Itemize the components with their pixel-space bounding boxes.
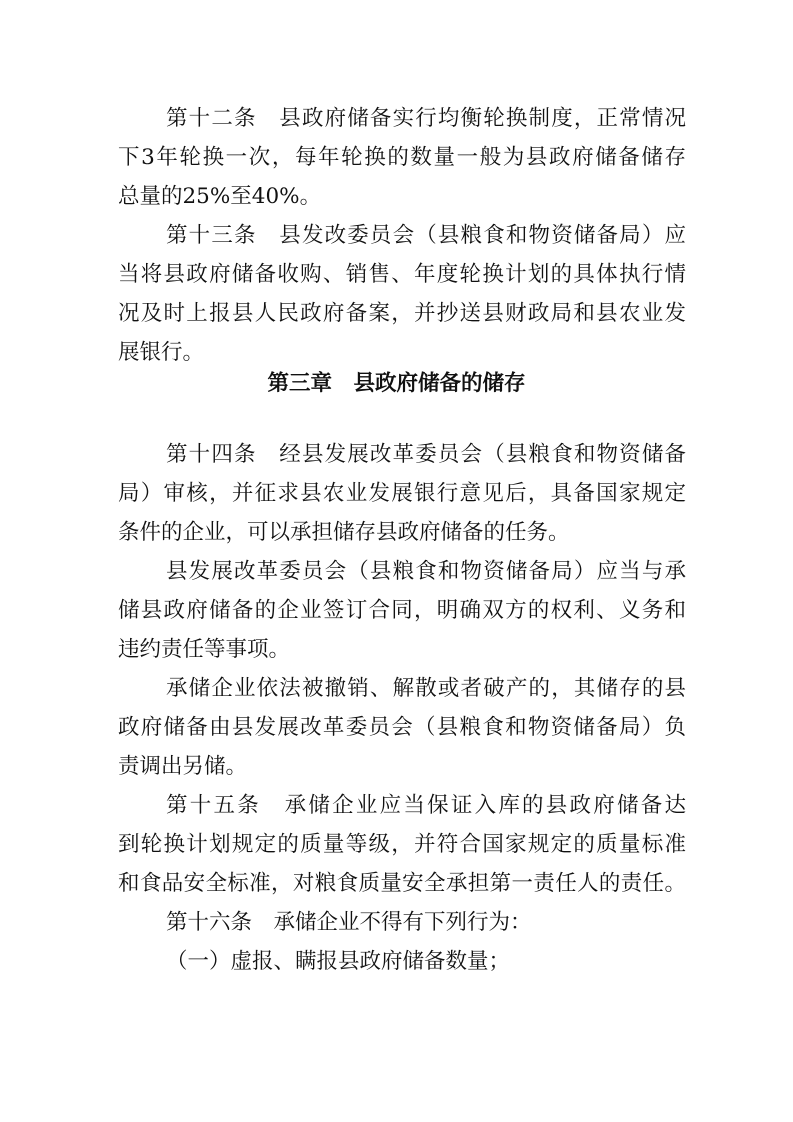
article-16-item-1: （一）虚报、瞒报县政府储备数量； — [166, 949, 511, 974]
article-13-line-4: 展银行。 — [118, 340, 205, 365]
paragraph-dissolution-line-2: 政府储备由县发展改革委员会（县粮食和物资储备局）负 — [118, 715, 686, 740]
paragraph-dissolution-line-1: 承储企业依法被撤销、解散或者破产的，其储存的县 — [166, 676, 686, 701]
article-12-line-1: 第十二条 县政府储备实行均衡轮换制度，正常情况 — [166, 106, 686, 131]
article-15-line-1: 第十五条 承储企业应当保证入库的县政府储备达 — [166, 793, 686, 818]
article-12-line-3: 总量的25%至40%。 — [118, 184, 322, 209]
chapter-heading: 第三章 县政府储备的储存 — [267, 371, 526, 396]
paragraph-contract-line-2: 储县政府储备的企业签订合同，明确双方的权利、义务和 — [118, 598, 686, 623]
paragraph-contract-line-3: 违约责任等事项。 — [118, 637, 291, 662]
article-13-line-1: 第十三条 县发改委员会（县粮食和物资储备局）应 — [166, 223, 686, 248]
article-16-line-1: 第十六条 承储企业不得有下列行为： — [166, 910, 532, 935]
article-13-line-2: 当将县政府储备收购、销售、年度轮换计划的具体执行情 — [118, 262, 686, 287]
article-13-line-3: 况及时上报县人民政府备案，并抄送县财政局和县农业发 — [118, 301, 686, 326]
paragraph-dissolution-line-3: 责调出另储。 — [118, 754, 248, 779]
article-15-line-2: 到轮换计划规定的质量等级，并符合国家规定的质量标准 — [118, 832, 686, 857]
article-14-line-2: 局）审核，并征求县农业发展银行意见后，具备国家规定 — [118, 481, 686, 506]
article-15-line-3: 和食品安全标准，对粮食质量安全承担第一责任人的责任。 — [118, 871, 686, 896]
article-14-line-3: 条件的企业，可以承担储存县政府储备的任务。 — [118, 520, 570, 545]
article-14-line-1: 第十四条 经县发展改革委员会（县粮食和物资储备 — [166, 442, 686, 467]
paragraph-contract-line-1: 县发展改革委员会（县粮食和物资储备局）应当与承 — [166, 559, 686, 584]
article-12-line-2: 下3年轮换一次，每年轮换的数量一般为县政府储备储存 — [118, 145, 686, 170]
